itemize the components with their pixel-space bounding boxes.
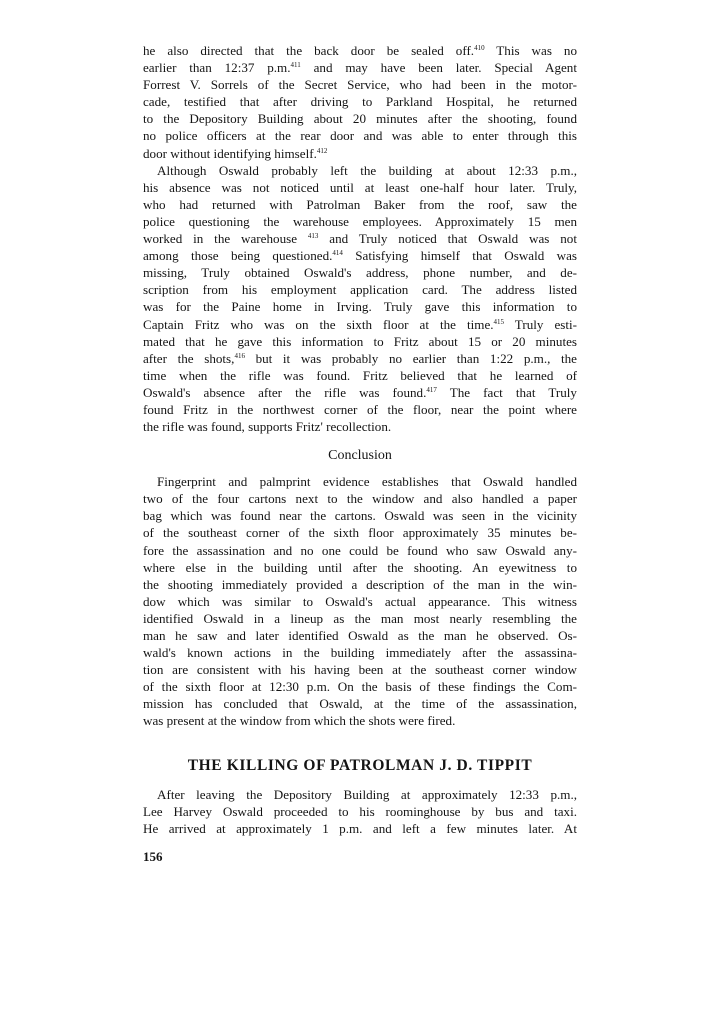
- text-line: the shooting immediately provided a description of the man in the win-: [143, 576, 577, 592]
- text-line: He arrived at approximately 1 p.m. and left a few minutes later. At: [143, 820, 577, 836]
- section-heading: Conclusion: [328, 448, 392, 464]
- paragraph-3: [143, 473, 577, 729]
- text-line: After leaving the Depository Building at approximately 12:33 p.m.,: [157, 786, 577, 802]
- text-line: where else in the building until after the shooting. An eyewitness to: [143, 559, 577, 575]
- text-line: found Fritz in the northwest corner of the floor, near the point where: [143, 401, 577, 417]
- text-line: time when the rifle was found. Fritz believed that he learned of: [143, 367, 577, 383]
- text-line: wald's known actions in the building immediately after the assassina-: [143, 645, 577, 661]
- text-line: Fingerprint and palmprint evidence establishes that Oswald handled: [157, 474, 577, 490]
- footnote-ref: 410: [474, 44, 485, 52]
- text-line: Oswald's absence after the rifle was found.$^{417}$ The fact that Truly: [143, 384, 577, 400]
- paragraph-1: [143, 42, 577, 162]
- text-line: two of the four cartons next to the window and also handled a paper: [143, 491, 577, 507]
- text-line: no police officers at the rear door and was able to enter through this: [143, 128, 577, 144]
- text-line: dow which was similar to Oswald's actual appearance. This witness: [143, 593, 577, 609]
- text-line: among those being questioned.$^{414}$ Satisfying himself that Oswald was: [143, 248, 577, 264]
- footnote-ref: 417: [426, 385, 437, 394]
- text-line: of the sixth floor at 12:30 p.m. On the basis of these findings the Com-: [143, 679, 577, 695]
- text-line: was present at the window from which the shots were fired.: [143, 713, 456, 729]
- text-line: Although Oswald probably left the building at about 12:33 p.m.,: [157, 162, 577, 178]
- footnote-ref: 414: [332, 249, 343, 258]
- text-line: mated that he gave this information to Fritz about 15 or 20 minutes: [143, 333, 577, 349]
- document-page: [143, 42, 577, 865]
- text-line: fore the assassination and no one could be found who saw Oswald any-: [143, 542, 577, 558]
- text-line: worked in the warehouse $^{413}$ and Truly noticed that Oswald was not: [143, 231, 577, 247]
- footnote-ref: 415: [493, 317, 505, 326]
- text-line: bag which was found near the cartons. Oswald was seen in the vicinity: [143, 508, 577, 524]
- text-line: Forrest V. Sorrels of the Secret Service, who had been in the motor-: [143, 77, 577, 93]
- text-line: tion are consistent with his having been at the southeast corner window: [143, 662, 577, 678]
- text-line: scription from his employment application card. The address listed: [143, 282, 577, 298]
- text-line: man he saw and later identified Oswald as the man he observed. Os-: [143, 628, 577, 643]
- text-line: earlier than 12:37 p.m.$^{411}$ and may have been later. Special Agent: [143, 60, 577, 76]
- text-line: he also directed that the back door be sealed off.$^{410}$ This was no: [143, 43, 577, 58]
- text-line: who had returned with Patrolman Baker from the roof, saw the: [143, 196, 577, 212]
- footnote-ref: 411: [290, 61, 301, 70]
- text-line: was for the Paine home in Irving. Truly gave this information to: [143, 299, 577, 315]
- text-line: after the shots,$^{416}$ but it was probably no earlier than 1:22 p.m., the: [143, 350, 577, 366]
- text-line: to the Depository Building about 20 minutes after the shooting, found: [143, 111, 577, 127]
- footnote-ref: 412: [316, 146, 328, 155]
- paragraph-2: [143, 162, 577, 436]
- text-line: of the southeast corner of the sixth floor approximately 35 minutes be-: [143, 525, 577, 541]
- text-line: police questioning the warehouse employees. Approximately 15 men: [143, 213, 577, 229]
- chapter-heading: THE KILLING OF PATROLMAN J. D. TIPPIT: [187, 756, 533, 774]
- text-line: his absence was not noticed until at least one-half hour later. Truly,: [143, 179, 577, 195]
- text-line: door without identifying himself.$^{412}$: [143, 145, 328, 161]
- text-line: cade, testified that after driving to Parkland Hospital, he returned: [143, 94, 577, 110]
- page-number: 156: [143, 848, 163, 864]
- footnote-ref: 413: [307, 232, 319, 241]
- footnote-ref: 416: [234, 351, 245, 360]
- text-line: the rifle was found, supports Fritz' recollection.: [143, 419, 392, 435]
- text-line: Lee Harvey Oswald proceeded to his roominghouse by bus and taxi.: [143, 803, 577, 819]
- text-line: mission has concluded that Oswald, at the time of the assassination,: [143, 696, 577, 712]
- text-line: missing, Truly obtained Oswald's address, phone number, and de-: [143, 265, 577, 281]
- text-line: Captain Fritz who was on the sixth floor at the time.$^{415}$ Truly esti-: [143, 316, 577, 332]
- text-line: identified Oswald in a lineup as the man most nearly resembling the: [143, 610, 577, 626]
- paragraph-4: [143, 786, 577, 837]
